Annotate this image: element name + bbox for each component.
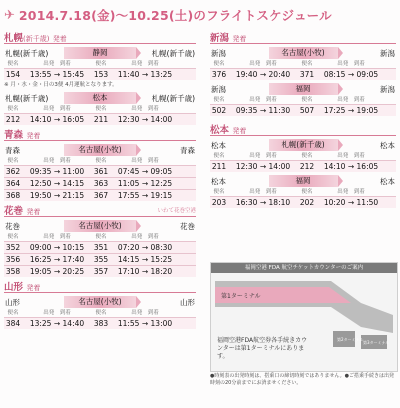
table-row: 376 19:40 → 20:40 371 08:15 → 09:05 — [210, 68, 396, 80]
section-hanamaki: 花巻 発着 いわて花巻空港 花巻 名古屋(小牧) 花巻 便名 出発 到着 便名 出発 到着 352 09:00 → 10:15 351 07:20 → 08:30 356 16:25 → 17:40 355 14:15 → 15:25 358 19:05 → 20:25 357 17:10 → 18:20 — [4, 203, 196, 277]
terminal3-label: 第3ターミナル — [363, 340, 390, 345]
airport-map — [210, 262, 398, 372]
map-header: 福岡空港 FDA 航空チケットカウンターのご案内 — [211, 263, 397, 273]
table-header: 便名 出発 到着 便名 出発 到着 — [213, 61, 365, 67]
table-row: 368 19:50 → 21:15 367 17:55 → 19:15 — [4, 189, 196, 201]
route-sapporo-matsumoto: 札幌(新千歳) 松本 札幌(新千歳) — [5, 93, 195, 103]
table-row: 154 13:55 → 15:45 153 11:40 → 13:25 — [4, 68, 196, 80]
table-header: 便名 出発 到着 便名 出発 到着 — [213, 97, 365, 103]
route-sapporo-shizuoka: 札幌(新千歳) 静岡 札幌(新千歳) — [5, 48, 195, 58]
terminal2-label: 第2ターミナル — [337, 337, 364, 342]
terminal1-label: 第1ターミナル — [221, 293, 261, 300]
table-row: 356 16:25 → 17:40 355 14:15 → 15:25 — [4, 253, 196, 265]
title-text: 2014.7.18(金)〜10.25(土)のフライトスケジュール — [18, 8, 332, 23]
section-aomori: 青森 発着 青森 名古屋(小牧) 青森 便名 出発 到着 便名 出発 到着 362 09:35 → 11:00 361 07:45 → 09:05 364 12:50 → 14:15 363 11:05 → 12:25 368 19:50 → 21:15 367 17:55 → 19:15 — [4, 127, 196, 201]
table-row: 364 12:50 → 14:15 363 11:05 → 12:25 — [4, 177, 196, 189]
route-yamagata-nagoya: 山形 名古屋(小牧) 山形 — [5, 297, 195, 307]
right-column — [210, 30, 396, 210]
route-niigata-fukuoka: 新潟 福岡 新潟 — [211, 84, 395, 94]
route-matsumoto-fukuoka: 松本 福岡 松本 — [211, 176, 395, 186]
table-header: 便名 出発 到着 便名 出発 到着 — [7, 158, 159, 164]
table-header: 便名 出発 到着 便名 出発 到着 — [7, 106, 159, 112]
table-header: 便名 出発 到着 便名 出発 到着 — [7, 310, 159, 316]
route-aomori-nagoya: 青森 名古屋(小牧) 青森 — [5, 145, 195, 155]
table-row: 362 09:35 → 11:00 361 07:45 → 09:05 — [4, 165, 196, 177]
table-row: 211 12:30 → 14:00 212 14:10 → 16:05 — [210, 160, 396, 172]
left-column — [4, 30, 196, 331]
footnote: ●時刻表の出発時刻は、搭乗口の締切時刻ではありません。●ご搭乗手続きは出発時刻の20分前までにお済ませください。 — [210, 373, 395, 386]
section-sapporo: 札幌(新千歳) 発着 札幌(新千歳) 静岡 札幌(新千歳) 便名 出発 到着 便名 出発 到着 154 13:55 → 15:45 153 11:40 → 13:25 ※ 月・水・金・日の3便 4月運航となります。 札幌(新千歳) 松本 札幌(新千歳) 便名 出発 到着 便名 出発 到着 212 14:10 → 16:05 211 12:30 → 14:00 — [4, 30, 196, 125]
route-niigata-nagoya: 新潟 名古屋(小牧) 新潟 — [211, 48, 395, 58]
note: ※ 月・水・金・日の3便 4月運航となります。 — [4, 82, 118, 88]
page-title — [4, 6, 396, 24]
table-row: 352 09:00 → 10:15 351 07:20 → 08:30 — [4, 241, 196, 253]
table-row: 203 16:30 → 18:10 202 10:20 → 11:50 — [210, 196, 396, 208]
table-header: 便名 出発 到着 便名 出発 到着 — [213, 153, 365, 159]
table-row: 384 13:25 → 14:40 383 11:55 → 13:00 — [4, 317, 196, 329]
table-header: 便名 出発 到着 便名 出発 到着 — [7, 234, 159, 240]
route-hanamaki-nagoya: 花巻 名古屋(小牧) 花巻 — [5, 221, 195, 231]
table-row: 212 14:10 → 16:05 211 12:30 → 14:00 — [4, 113, 196, 125]
route-matsumoto-sapporo: 松本 札幌(新千歳) 松本 — [211, 140, 395, 150]
section-niigata: 新潟 発着 新潟 名古屋(小牧) 新潟 便名 出発 到着 便名 出発 到着 376 19:40 → 20:40 371 08:15 → 09:05 新潟 福岡 新潟 便名 出発 到着 便名 出発 到着 502 09:35 → 11:30 507 17:25 → 19:05 — [210, 30, 396, 116]
table-header: 便名 出発 到着 便名 出発 到着 — [213, 189, 365, 195]
section-yamagata: 山形 発着 山形 名古屋(小牧) 山形 便名 出発 到着 便名 出発 到着 384 13:25 → 14:40 383 11:55 → 13:00 — [4, 279, 196, 329]
table-header: 便名 出発 到着 便名 出発 到着 — [7, 61, 159, 67]
table-row: 358 19:05 → 20:25 357 17:10 → 18:20 — [4, 265, 196, 277]
map-caption: 福岡空港FDA航空券各手続きカウンターは第1ターミナルにあります。 — [217, 337, 308, 360]
airplane-icon: ✈ — [4, 7, 15, 23]
section-matsumoto: 松本 発着 松本 札幌(新千歳) 松本 便名 出発 到着 便名 出発 到着 211 12:30 → 14:00 212 14:10 → 16:05 松本 福岡 松本 便名 出発 到着 便名 出発 到着 203 16:30 → 18:10 202 10:20 → 11:50 — [210, 122, 396, 208]
table-row: 502 09:35 → 11:30 507 17:25 → 19:05 — [210, 104, 396, 116]
